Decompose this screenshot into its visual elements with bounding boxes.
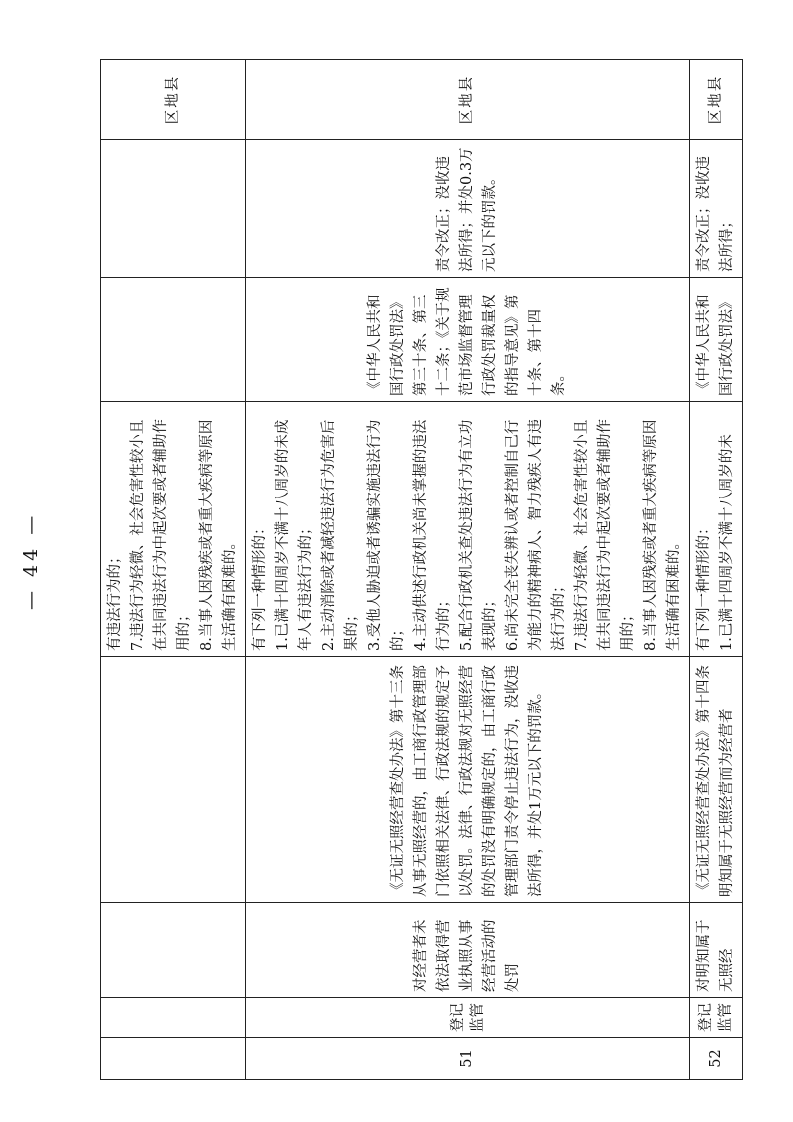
table-row-continued bbox=[101, 60, 246, 1080]
circumstance-line: 8.当事人因残疾或者重大疾病等原因生活确有困难的。 bbox=[199, 419, 238, 651]
cell-item bbox=[101, 903, 246, 998]
cell-circumstances bbox=[246, 402, 690, 657]
cell-no bbox=[101, 1038, 246, 1080]
cell-scope: 区地县 bbox=[246, 60, 690, 140]
circumstance-line: 有违法行为的； bbox=[107, 549, 123, 651]
cell-circumstances bbox=[101, 402, 246, 657]
cell-category: 登记监管 bbox=[246, 998, 690, 1038]
circumstance-line: 8.当事人因残疾或者重大疾病等原因生活确有困难的。 bbox=[643, 419, 682, 651]
cell-item: 对经营者未依法取得营业执照从事经营活动的处罚 bbox=[246, 903, 690, 998]
cell-scope: 区地县 bbox=[101, 60, 246, 140]
circumstance-line: 6.尚未完全丧失辨认或者控制自己行为能力的精神病人、智力残疾人有违法行为的； bbox=[505, 419, 567, 651]
cell-circumstances bbox=[690, 402, 743, 657]
circumstance-line: 有下列一种情形的： bbox=[696, 520, 712, 651]
cell-standard: 《中华人民共和国行政处罚法》第三十条、第三十二条；《关于规范市场监督管理行政处罚裁量权的指导意见》第十条、第十四条。 bbox=[246, 278, 690, 402]
cell-standard bbox=[101, 278, 246, 402]
circumstance-line: 1.已满十四周岁不满十八周岁的未 bbox=[719, 434, 735, 651]
cell-no: 51 bbox=[246, 1038, 690, 1080]
page-number-box bbox=[20, 511, 80, 610]
cell-penalty: 责令改正；没收违法所得；并处0.3万元以下的罚款。 bbox=[246, 140, 690, 278]
rotated-table-page bbox=[100, 60, 735, 1080]
penalty-discretion-table bbox=[100, 59, 743, 1080]
page-number: — 44 — bbox=[20, 511, 42, 610]
circumstance-line: 1.已满十四周岁不满十八周岁的未成年人有违法行为的； bbox=[275, 419, 314, 651]
cell-item: 对明知属于无照经 bbox=[690, 903, 743, 998]
cell-standard: 《中华人民共和国行政处罚法》 bbox=[690, 278, 743, 402]
cell-scope: 区地县 bbox=[690, 60, 743, 140]
circumstance-line: 7.违法行为轻微、社会危害性较小且在共同违法行为中起次要或者辅助作用的； bbox=[574, 419, 636, 651]
circumstance-line: 有下列一种情形的： bbox=[252, 520, 268, 651]
cell-category: 登记监管 bbox=[690, 998, 743, 1038]
table-row-51 bbox=[246, 60, 690, 1080]
cell-no: 52 bbox=[690, 1038, 743, 1080]
circumstance-line: 5.配合行政机关查处违法行为有立功表现的； bbox=[459, 419, 498, 651]
cell-category bbox=[101, 998, 246, 1038]
cell-penalty: 责令改正；没收违法所得； bbox=[690, 140, 743, 278]
circumstance-line: 7.违法行为轻微、社会危害性较小且在共同违法行为中起次要或者辅助作用的； bbox=[130, 419, 192, 651]
cell-penalty bbox=[101, 140, 246, 278]
cell-basis: 《无证无照经营查处办法》第十三条 从事无照经营的，由工商行政管理部门依照相关法律、行政法规的规定予以处罚。法律、行政法规对无照经营的处罚没有明确规定的，由工商行政管理部门责令停止违法行为，没收违法所得，并处1万元以下的罚款。 bbox=[246, 657, 690, 903]
cell-basis bbox=[101, 657, 246, 903]
table-row-52 bbox=[690, 60, 743, 1080]
circumstance-line: 3.受他人胁迫或者诱骗实施违法行为的； bbox=[367, 419, 406, 651]
circumstance-line: 4.主动供述行政机关尚未掌握的违法行为的； bbox=[413, 419, 452, 651]
circumstance-line: 2.主动消除或者减轻违法行为危害后果的； bbox=[321, 419, 360, 651]
cell-basis: 《无证无照经营查处办法》第十四条 明知属于无照经营而为经营者 bbox=[690, 657, 743, 903]
